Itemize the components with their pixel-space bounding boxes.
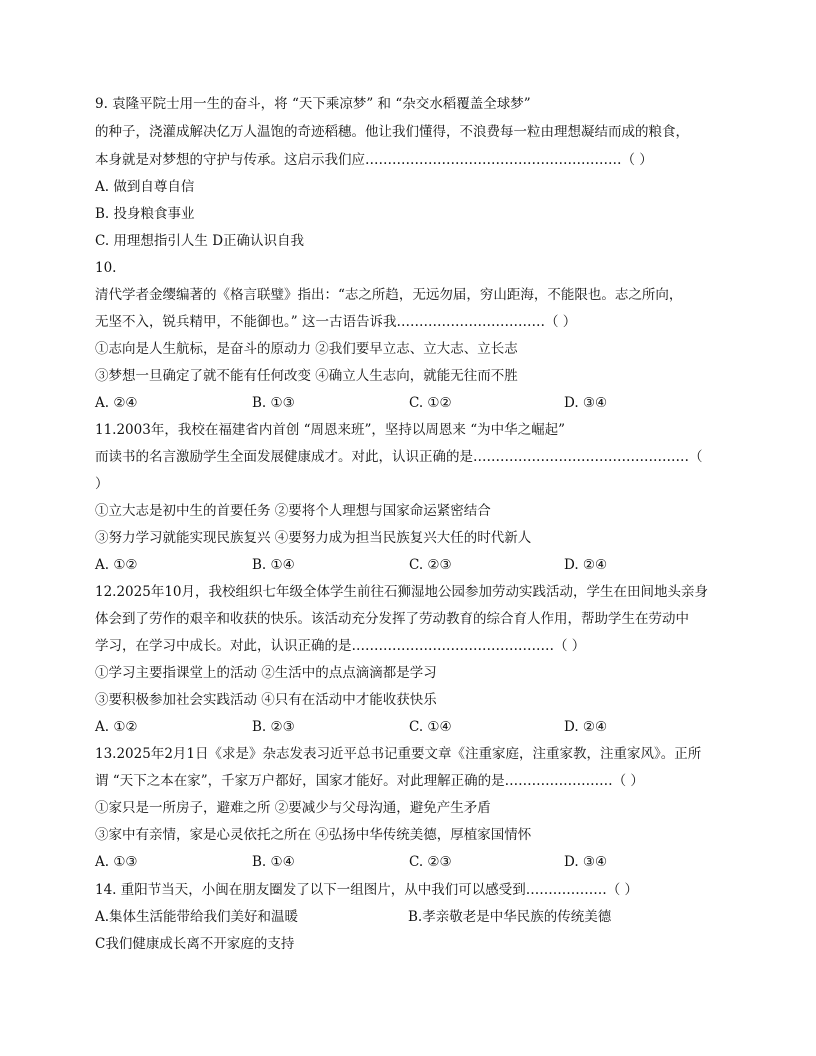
q13-option-d: D. ③④ bbox=[564, 854, 608, 870]
q10-statements-1: ①志向是人生航标，是奋斗的原动力 ②我们要早立志、立大志、立长志 bbox=[95, 341, 518, 357]
q10-option-d: D. ③④ bbox=[564, 395, 608, 411]
q11-stem-line-3: ） bbox=[95, 476, 109, 492]
q11-option-a: A. ①② bbox=[95, 557, 138, 573]
q12-stem-line-1: 12.2025年10月，我校组织七年级全体学生前往石狮湿地公园参加劳动实践活动，学生在田间地头亲身 bbox=[95, 584, 709, 600]
q12-option-a: A. ①② bbox=[95, 719, 138, 735]
q9-option-cd: C. 用理想指引人生 D正确认识自我 bbox=[95, 233, 305, 249]
q12-option-c: C. ①④ bbox=[409, 719, 452, 735]
q9-option-a: A. 做到自尊自信 bbox=[95, 179, 195, 195]
q12-statements-1: ①学习主要指课堂上的活动 ②生活中的点点滴滴都是学习 bbox=[95, 665, 437, 681]
q13-statements-1: ①家只是一所房子，避难之所 ②要减少与父母沟通，避免产生矛盾 bbox=[95, 800, 491, 816]
q10-stem-line-1: 清代学者金缨编著的《格言联璧》指出：“志之所趋，无远勿届，穷山距海，不能限也。志之所向， bbox=[95, 287, 683, 303]
q14-option-b: B.孝亲敬老是中华民族的传统美德 bbox=[408, 909, 612, 925]
q10-option-a: A. ②④ bbox=[95, 395, 138, 411]
q13-option-a: A. ①③ bbox=[95, 854, 138, 870]
q11-stem-line-2: 而读书的名言激励学生全面发展健康成才。对此，认识正确的是…………………………………………（ bbox=[95, 449, 703, 465]
q13-statements-2: ③家中有亲情，家是心灵依托之所在 ④弘扬中华传统美德，厚植家国情怀 bbox=[95, 827, 532, 843]
q13-stem-line-1: 13.2025年2月1日《求是》杂志发表习近平总书记重要文章《注重家庭，注重家教，注重家风》。正所 bbox=[95, 746, 702, 762]
q9-stem-line-2: 的种子，浇灌成解决亿万人温饱的奇迹稻穗。他让我们懂得，不浪费每一粒由理想凝结而成的粮食， bbox=[95, 124, 689, 140]
q14-option-a: A.集体生活能带给我们美好和温暖 bbox=[95, 909, 299, 925]
q9-stem-line-1: 9. 袁隆平院士用一生的奋斗，将 “天下乘凉梦” 和 “杂交水稻覆盖全球梦” bbox=[95, 96, 531, 112]
q14-option-c: C我们健康成长离不开家庭的支持 bbox=[95, 936, 295, 952]
q10-number: 10. bbox=[95, 260, 117, 276]
q13-stem-line-2: 谓 “天下之本在家”，千家万户都好，国家才能好。对此理解正确的是……………………（ ） bbox=[95, 773, 644, 789]
q10-stem-line-2: 无坚不入，锐兵精甲，不能御也。” 这一古语告诉我……………………………（ ） bbox=[95, 314, 577, 330]
q10-option-b: B. ①③ bbox=[252, 395, 295, 411]
q13-option-b: B. ①④ bbox=[252, 854, 295, 870]
q12-statements-2: ③要积极参加社会实践活动 ④只有在活动中才能收获快乐 bbox=[95, 692, 437, 708]
q14-stem-line-1: 14. 重阳节当天，小闽在朋友圈发了以下一组图片，从中我们可以感受到………………（ ） bbox=[95, 882, 639, 898]
q11-statements-2: ③努力学习就能实现民族复兴 ④要努力成为担当民族复兴大任的时代新人 bbox=[95, 530, 532, 546]
q11-statements-1: ①立大志是初中生的首要任务 ②要将个人理想与国家命运紧密结合 bbox=[95, 503, 491, 519]
q12-option-d: D. ②④ bbox=[564, 719, 608, 735]
q12-stem-line-3: 学习，在学习中成长。对此，认识正确的是………………………………………（ ） bbox=[95, 638, 586, 654]
q13-option-c: C. ②③ bbox=[409, 854, 452, 870]
q11-option-c: C. ②③ bbox=[409, 557, 452, 573]
q9-stem-line-3: 本身就是对梦想的守护与传承。这启示我们应…………………………………………………（ ） bbox=[95, 152, 653, 168]
q10-statements-2: ③梦想一旦确定了就不能有任何改变 ④确立人生志向，就能无往而不胜 bbox=[95, 368, 518, 384]
q11-option-d: D. ②④ bbox=[564, 557, 608, 573]
q11-option-b: B. ①④ bbox=[252, 557, 295, 573]
q12-option-b: B. ②③ bbox=[252, 719, 295, 735]
q9-option-b: B. 投身粮食事业 bbox=[95, 206, 195, 222]
q11-stem-line-1: 11.2003年，我校在福建省内首创 “周恩来班”，坚持以周恩来 “为中华之崛起” bbox=[95, 422, 566, 438]
q10-option-c: C. ①② bbox=[409, 395, 452, 411]
q12-stem-line-2: 体会到了劳作的艰辛和收获的快乐。该活动充分发挥了劳动教育的综合育人作用，帮助学生在劳动中 bbox=[95, 611, 689, 627]
